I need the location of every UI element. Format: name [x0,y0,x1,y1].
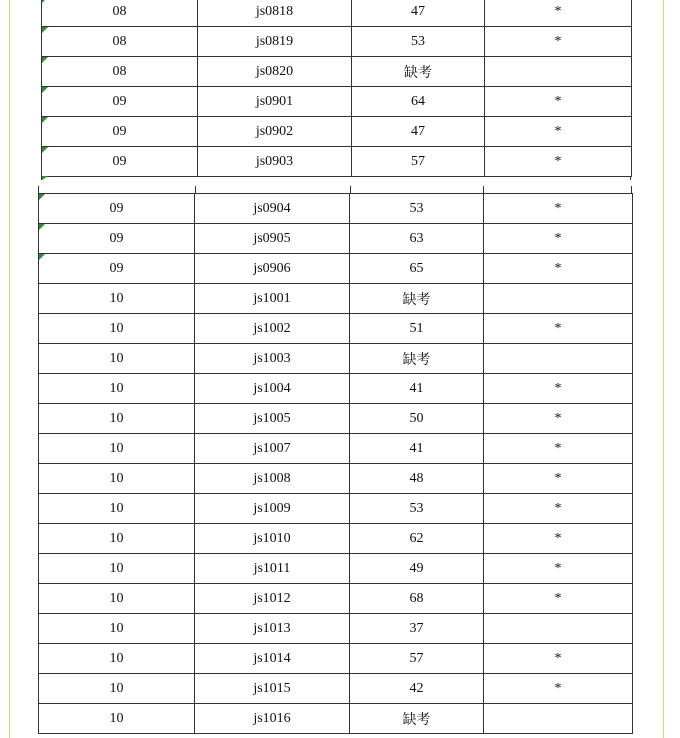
cell-text: js1008 [253,470,291,486]
cell-mark[interactable] [484,344,633,374]
cell-text: 09 [109,260,124,276]
cell-class[interactable] [39,254,195,284]
cell-text: * [554,260,562,276]
cell-mark[interactable] [485,117,632,147]
cell-class[interactable] [39,344,195,374]
cell-mark[interactable] [484,314,633,344]
cell-text: 09 [112,123,127,139]
cell-id[interactable] [195,374,350,404]
cell-text: js0818 [255,3,294,19]
cell-mark[interactable] [484,674,633,704]
cell-class[interactable] [39,374,195,404]
cell-text: js1009 [253,500,291,516]
cell-text: 57 [411,153,425,169]
cell-score[interactable] [352,0,485,27]
cell-id[interactable] [198,147,352,177]
cell-id[interactable] [195,344,350,374]
cell-score[interactable] [350,434,484,464]
cell-text: 47 [411,3,425,19]
cell-text: 09 [112,153,127,169]
cell-score[interactable] [350,614,484,644]
table-row[interactable] [42,27,632,57]
cell-class[interactable] [42,27,198,57]
cell-text: js0901 [255,93,294,109]
table-row[interactable] [39,644,633,674]
cell-text: * [554,380,562,396]
cell-score[interactable] [352,87,485,117]
cell-flag-icon [42,27,48,33]
cell-text: * [554,590,562,606]
table-row[interactable] [39,194,633,224]
cell-text: 08 [112,3,127,19]
cell-class[interactable] [39,284,195,314]
cell-text: * [554,680,562,696]
table-row[interactable] [39,404,633,434]
cell-text: js1010 [253,530,291,546]
table-row[interactable] [39,524,633,554]
cell-score[interactable] [350,404,484,434]
cell-text: 62 [409,530,424,546]
cell-class[interactable] [39,674,195,704]
cell-id[interactable] [195,314,350,344]
cell-id[interactable] [198,117,352,147]
cell-id[interactable] [195,224,350,254]
table-row[interactable] [39,614,633,644]
cell-id[interactable] [195,464,350,494]
cell-text: 37 [409,620,424,636]
cell-text: 10 [109,320,124,336]
table-row[interactable] [39,344,633,374]
cell-text: 41 [409,380,424,396]
cell-class[interactable] [39,614,195,644]
cell-mark[interactable] [484,194,633,224]
cell-mark[interactable] [484,704,633,734]
cell-text: * [554,650,562,666]
table-row[interactable] [39,464,633,494]
cell-class[interactable] [39,194,195,224]
cell-text: * [554,200,562,216]
cell-text: 63 [409,230,424,246]
cell-text: js0904 [253,200,291,216]
cell-flag-icon [39,254,45,260]
cell-class[interactable] [39,224,195,254]
cell-mark[interactable] [485,0,632,27]
table-row[interactable] [42,117,632,147]
cell-mark[interactable] [484,374,633,404]
cell-text: js1001 [253,290,291,306]
cell-text: 10 [109,530,124,546]
cell-text: 缺考 [402,712,431,728]
cell-class[interactable] [39,314,195,344]
cell-text: * [554,320,562,336]
cell-text: js0905 [253,230,291,246]
cell-score[interactable] [350,644,484,674]
cell-score[interactable] [350,464,484,494]
cell-text: 10 [109,410,124,426]
cell-id[interactable] [195,434,350,464]
cell-id[interactable] [195,674,350,704]
table-row[interactable] [39,314,633,344]
cell-text: * [554,93,562,109]
score-table-top [41,0,632,177]
cell-text: js0903 [255,153,294,169]
cell-mark[interactable] [484,554,633,584]
cell-class[interactable] [39,494,195,524]
cell-text: 53 [409,200,424,216]
cell-text: * [554,123,562,139]
cell-text: 50 [409,410,424,426]
table-row[interactable] [42,87,632,117]
cell-text: js0819 [255,33,294,49]
cell-text: js1007 [253,440,291,456]
cell-mark[interactable] [484,284,633,314]
cell-text: js0820 [255,63,294,79]
cell-text: js1003 [253,350,291,366]
cell-class[interactable] [39,464,195,494]
cell-id[interactable] [195,284,350,314]
cell-mark[interactable] [484,464,633,494]
cell-mark[interactable] [485,147,632,177]
cell-score[interactable] [352,57,485,87]
cell-id[interactable] [195,494,350,524]
cell-score[interactable] [350,584,484,614]
cell-text: * [554,470,562,486]
cell-id[interactable] [195,614,350,644]
cell-id[interactable] [195,554,350,584]
cell-flag-icon [42,0,48,3]
table-row[interactable] [42,57,632,87]
cell-text: 10 [109,620,124,636]
cell-text: 10 [109,560,124,576]
cell-text: 10 [109,380,124,396]
cell-mark[interactable] [484,254,633,284]
cell-text: js0902 [255,123,294,139]
cell-text: 41 [409,440,424,456]
cell-text: 10 [109,470,124,486]
cell-score[interactable] [350,374,484,404]
cell-text: js1002 [253,320,291,336]
cell-score[interactable] [350,224,484,254]
cell-text: 缺考 [404,65,432,81]
table-row[interactable] [39,254,633,284]
cell-text: js1014 [253,650,291,666]
cell-text: * [554,3,562,19]
cell-class[interactable] [39,644,195,674]
cell-flag-icon [39,224,45,230]
cell-class[interactable] [42,57,198,87]
table-row[interactable] [39,374,633,404]
cell-text: * [554,560,562,576]
table-row[interactable] [39,284,633,314]
cell-id[interactable] [198,57,352,87]
cell-flag-icon [42,176,48,180]
cell-text: 09 [109,200,124,216]
cell-text: js1004 [253,380,291,396]
cell-text: 51 [409,320,424,336]
cell-text: js1015 [253,680,291,696]
table-row[interactable] [42,0,632,27]
cell-text: 10 [109,290,124,306]
cell-text: js1011 [253,560,291,576]
cell-text: 68 [409,590,424,606]
cell-text: * [554,530,562,546]
cell-text: 10 [109,680,124,696]
cell-mark[interactable] [484,434,633,464]
cell-text: 08 [112,33,127,49]
cell-text: 10 [109,650,124,666]
cell-flag-icon [42,87,48,93]
cell-text: * [554,33,562,49]
cell-class[interactable] [39,434,195,464]
cell-text: 09 [109,230,124,246]
cell-score[interactable] [350,554,484,584]
cell-flag-icon [39,194,45,200]
cell-text: 47 [411,123,425,139]
cell-mark[interactable] [484,524,633,554]
cell-text: 10 [109,710,124,726]
cell-score[interactable] [352,27,485,57]
cell-text: * [554,153,562,169]
cell-text: * [554,230,562,246]
cell-text: 42 [409,680,424,696]
cell-class[interactable] [42,117,198,147]
cell-score[interactable] [350,494,484,524]
cell-text: js1012 [253,590,291,606]
table-row[interactable] [39,494,633,524]
cell-class[interactable] [42,87,198,117]
cell-score[interactable] [350,674,484,704]
cell-id[interactable] [198,0,352,27]
page-break-lines [38,186,632,193]
cell-mark[interactable] [484,584,633,614]
cell-id[interactable] [195,644,350,674]
cell-text: 08 [112,63,127,79]
table-row[interactable] [39,584,633,614]
page-break-line [483,186,484,193]
cell-score[interactable] [350,284,484,314]
cell-text: 09 [112,93,127,109]
cell-text: js1016 [253,710,291,726]
cell-text: 53 [409,500,424,516]
table-row[interactable] [39,434,633,464]
cell-text: 48 [409,470,424,486]
cell-score[interactable] [350,194,484,224]
cell-id[interactable] [195,404,350,434]
cell-mark[interactable] [485,87,632,117]
cell-text: js1013 [253,620,291,636]
cell-score[interactable] [350,524,484,554]
cell-score[interactable] [350,254,484,284]
cell-flag-icon [42,147,48,153]
cell-class[interactable] [39,584,195,614]
cell-mark[interactable] [484,614,633,644]
cell-text: 10 [109,590,124,606]
cell-score[interactable] [350,344,484,374]
partial-row [41,176,631,180]
cell-class[interactable] [39,404,195,434]
cell-mark[interactable] [485,57,632,87]
cell-text: 49 [409,560,424,576]
table-row[interactable] [39,554,633,584]
cell-id[interactable] [198,27,352,57]
cell-text: 缺考 [402,352,431,368]
cell-text: * [554,500,562,516]
score-table-bottom [38,193,633,734]
cell-text: 10 [109,350,124,366]
cell-flag-icon [42,117,48,123]
cell-id[interactable] [195,254,350,284]
cell-text: 57 [409,650,424,666]
cell-mark[interactable] [484,224,633,254]
cell-class[interactable] [39,524,195,554]
cell-text: * [554,410,562,426]
cell-class[interactable] [42,0,198,27]
table-row[interactable] [42,147,632,177]
cell-id[interactable] [195,704,350,734]
cell-text: 53 [411,33,425,49]
cell-mark[interactable] [484,494,633,524]
cell-score[interactable] [350,314,484,344]
cell-class[interactable] [42,147,198,177]
cell-class[interactable] [39,554,195,584]
cell-score[interactable] [352,117,485,147]
cell-id[interactable] [195,524,350,554]
cell-mark[interactable] [484,644,633,674]
cell-flag-icon [42,57,48,63]
cell-text: 65 [409,260,424,276]
cell-mark[interactable] [484,404,633,434]
cell-text: 64 [411,93,425,109]
cell-score[interactable] [352,147,485,177]
cell-text: 10 [109,500,124,516]
cell-mark[interactable] [485,27,632,57]
cell-text: js0906 [253,260,291,276]
cell-id[interactable] [198,87,352,117]
table-row[interactable] [39,704,633,734]
cell-text: * [554,440,562,456]
table-row[interactable] [39,224,633,254]
table-row[interactable] [39,674,633,704]
cell-id[interactable] [195,194,350,224]
cell-class[interactable] [39,704,195,734]
cell-id[interactable] [195,584,350,614]
cell-text: js1005 [253,410,291,426]
cell-text: 缺考 [402,292,431,308]
cell-score[interactable] [350,704,484,734]
cell-text: 10 [109,440,124,456]
